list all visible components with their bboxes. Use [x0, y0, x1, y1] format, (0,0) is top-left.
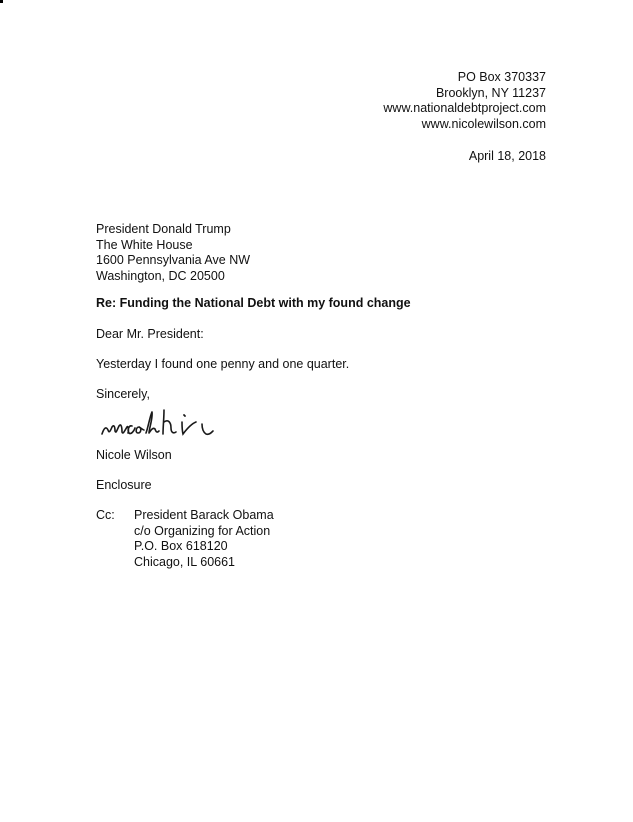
salutation: Dear Mr. President:: [96, 327, 204, 341]
recipient-name: President Donald Trump: [96, 222, 231, 236]
scan-corner-mark: [0, 0, 3, 3]
enclosure-notation: Enclosure: [96, 478, 152, 492]
recipient-city: Washington, DC 20500: [96, 268, 225, 283]
subject-line: Re: Funding the National Debt with my found change: [96, 296, 411, 310]
cc-city: Chicago, IL 60661: [134, 554, 236, 569]
cc-org: c/o Organizing for Action: [134, 523, 271, 538]
letter-body: Yesterday I found one penny and one quarter.: [96, 357, 350, 371]
sender-address-line1: PO Box 370337: [457, 70, 546, 84]
cc-name: President Barack Obama: [134, 508, 274, 522]
cc-label: Cc:: [96, 508, 115, 522]
letter-date: April 18, 2018: [468, 149, 546, 163]
closing: Sincerely,: [96, 387, 150, 401]
cc-po-box: P.O. Box 618120: [134, 539, 228, 553]
sender-address-line2: Brooklyn, NY 11237: [435, 85, 546, 100]
recipient-org: The White House: [96, 237, 193, 252]
signer-name: Nicole Wilson: [96, 448, 172, 462]
handwritten-signature: [98, 400, 238, 444]
recipient-street: 1600 Pennsylvania Ave NW: [96, 253, 251, 267]
cc-address-block: [134, 508, 274, 570]
sender-website-2: www.nicolewilson.com: [421, 116, 546, 131]
sender-address-block: [383, 70, 546, 132]
sender-website-1: www.nationaldebtproject.com: [383, 101, 546, 115]
recipient-address-block: [96, 222, 250, 284]
